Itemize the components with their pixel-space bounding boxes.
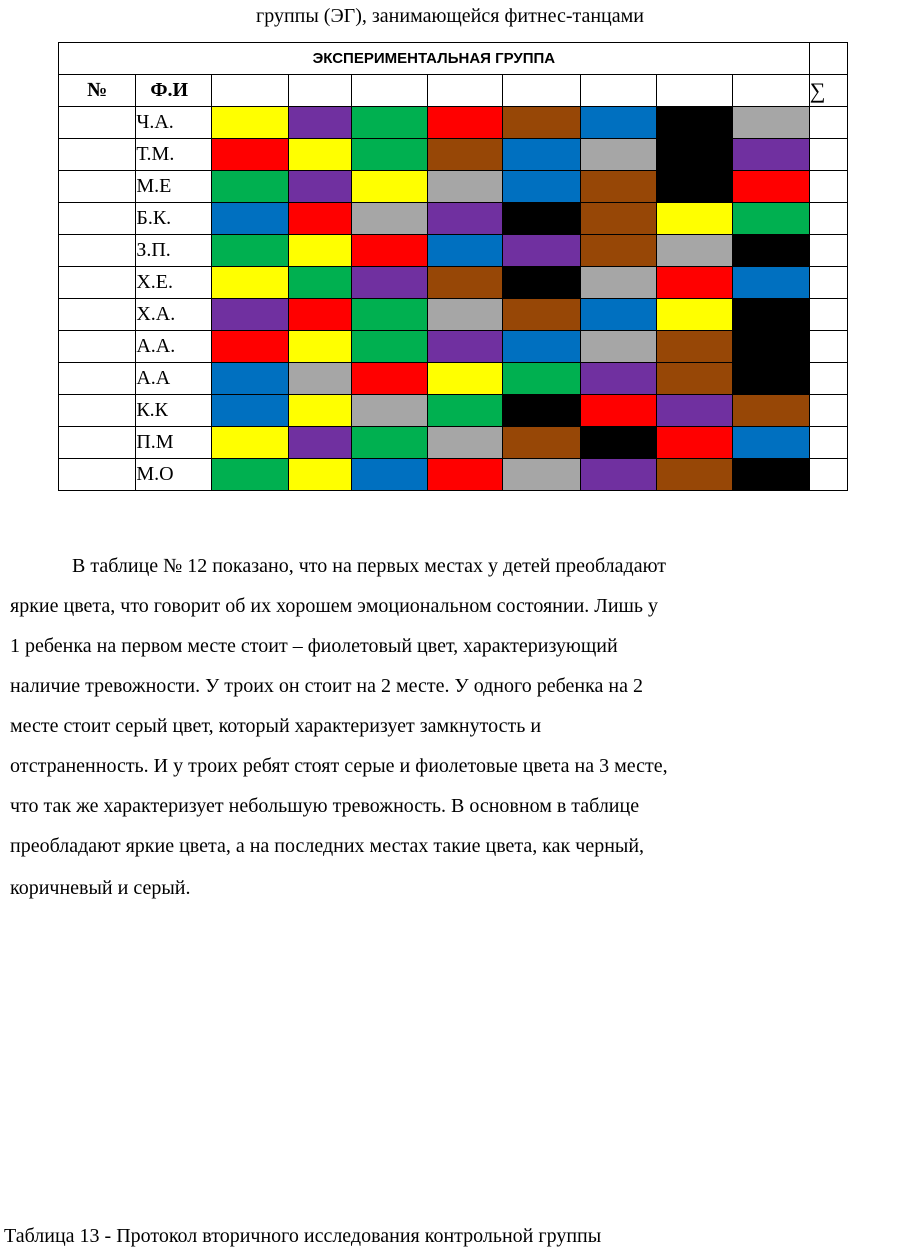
color-swatch-cell <box>733 395 809 427</box>
table-row <box>59 267 848 299</box>
sum-cell <box>809 363 847 395</box>
color-swatch-cell <box>733 427 809 459</box>
table-caption-bottom: Таблица 13 - Протокол вторичного исследования контрольной группы <box>4 1225 602 1247</box>
row-number-cell <box>59 107 136 139</box>
color-swatch-cell <box>428 203 503 235</box>
color-swatch-cell <box>288 139 351 171</box>
color-swatch-cell <box>288 331 351 363</box>
color-swatch-cell <box>288 107 351 139</box>
color-swatch-cell <box>733 267 809 299</box>
color-swatch-cell <box>580 299 656 331</box>
color-swatch-cell <box>733 363 809 395</box>
color-swatch-cell <box>580 203 656 235</box>
color-swatch-cell <box>657 107 733 139</box>
paragraph-line: яркие цвета, что говорит об их хорошем эмоциональном состоянии. Лишь у <box>10 595 659 617</box>
color-swatch-cell <box>351 139 427 171</box>
sum-cell <box>809 235 847 267</box>
table-row <box>59 427 848 459</box>
color-swatch-cell <box>428 107 503 139</box>
color-swatch-cell <box>733 203 809 235</box>
header-color-cell <box>657 75 733 107</box>
sum-cell <box>809 459 847 491</box>
color-swatch-cell <box>288 171 351 203</box>
color-swatch-cell <box>503 107 580 139</box>
color-swatch-cell <box>211 139 288 171</box>
color-swatch-cell <box>503 459 580 491</box>
color-swatch-cell <box>351 299 427 331</box>
color-swatch-cell <box>428 267 503 299</box>
header-color-cell <box>503 75 580 107</box>
color-swatch-cell <box>657 203 733 235</box>
color-swatch-cell <box>351 171 427 203</box>
header-color-cell <box>211 75 288 107</box>
color-swatch-cell <box>657 299 733 331</box>
color-swatch-cell <box>211 171 288 203</box>
color-swatch-cell <box>288 299 351 331</box>
group-title: ЭКСПЕРИМЕНТАЛЬНАЯ ГРУППА <box>59 43 810 75</box>
header-row <box>59 75 848 107</box>
sum-cell <box>809 267 847 299</box>
color-swatch-cell <box>657 267 733 299</box>
color-swatch-cell <box>503 235 580 267</box>
color-swatch-cell <box>657 427 733 459</box>
group-title-row <box>59 43 848 75</box>
color-swatch-cell <box>351 459 427 491</box>
table-row <box>59 363 848 395</box>
color-swatch-cell <box>657 363 733 395</box>
color-swatch-cell <box>428 235 503 267</box>
color-swatch-cell <box>428 331 503 363</box>
sum-cell <box>809 171 847 203</box>
sum-cell <box>809 203 847 235</box>
color-swatch-cell <box>428 139 503 171</box>
table-row <box>59 171 848 203</box>
header-color-cell <box>733 75 809 107</box>
row-number-cell <box>59 171 136 203</box>
color-swatch-cell <box>288 267 351 299</box>
color-swatch-cell <box>288 395 351 427</box>
row-number-cell <box>59 331 136 363</box>
paragraph-line: наличие тревожности. У троих он стоит на 2 месте. У одного ребенка на 2 <box>10 675 643 697</box>
paragraph-line: месте стоит серый цвет, который характеризует замкнутость и <box>10 715 542 737</box>
color-swatch-cell <box>428 395 503 427</box>
color-swatch-cell <box>733 139 809 171</box>
sum-cell <box>809 395 847 427</box>
row-number-cell <box>59 363 136 395</box>
child-initials: Х.Е. <box>136 267 211 299</box>
color-swatch-cell <box>351 235 427 267</box>
table-row <box>59 203 848 235</box>
color-swatch-cell <box>580 363 656 395</box>
header-color-cell <box>428 75 503 107</box>
color-swatch-cell <box>351 363 427 395</box>
color-swatch-cell <box>351 267 427 299</box>
color-swatch-cell <box>580 459 656 491</box>
row-number-cell <box>59 395 136 427</box>
color-swatch-cell <box>428 363 503 395</box>
row-number-cell <box>59 459 136 491</box>
color-swatch-cell <box>428 171 503 203</box>
row-number-cell <box>59 267 136 299</box>
color-swatch-cell <box>657 235 733 267</box>
color-swatch-cell <box>733 459 809 491</box>
child-initials: Х.А. <box>136 299 211 331</box>
color-swatch-cell <box>211 363 288 395</box>
color-swatch-cell <box>580 139 656 171</box>
color-swatch-cell <box>211 299 288 331</box>
color-test-table-wrapper <box>58 42 826 508</box>
color-swatch-cell <box>211 267 288 299</box>
color-swatch-cell <box>733 107 809 139</box>
child-initials: А.А. <box>136 331 211 363</box>
color-swatch-cell <box>503 363 580 395</box>
color-swatch-cell <box>580 171 656 203</box>
header-sum: ∑ <box>809 75 847 107</box>
color-swatch-cell <box>351 395 427 427</box>
color-swatch-cell <box>503 267 580 299</box>
color-swatch-cell <box>503 395 580 427</box>
color-swatch-cell <box>580 427 656 459</box>
sum-cell <box>809 299 847 331</box>
color-swatch-cell <box>351 203 427 235</box>
color-swatch-cell <box>580 235 656 267</box>
paragraph-line: В таблице № 12 показано, что на первых местах у детей преобладают <box>72 555 667 577</box>
row-number-cell <box>59 139 136 171</box>
table-caption-top: группы (ЭГ), занимающейся фитнес-танцами <box>256 5 644 27</box>
color-swatch-cell <box>288 459 351 491</box>
color-swatch-cell <box>657 139 733 171</box>
child-initials: П.М <box>136 427 211 459</box>
color-swatch-cell <box>503 427 580 459</box>
color-swatch-cell <box>580 107 656 139</box>
table-row <box>59 299 848 331</box>
color-swatch-cell <box>733 299 809 331</box>
color-swatch-cell <box>733 235 809 267</box>
color-swatch-cell <box>288 363 351 395</box>
header-number: № <box>59 75 136 107</box>
row-number-cell <box>59 203 136 235</box>
header-color-cell <box>288 75 351 107</box>
paragraph-line: 1 ребенка на первом месте стоит – фиолетовый цвет, характеризующий <box>10 635 618 657</box>
row-number-cell <box>59 427 136 459</box>
header-name: Ф.И <box>136 75 211 107</box>
color-swatch-cell <box>428 427 503 459</box>
color-swatch-cell <box>211 459 288 491</box>
color-swatch-cell <box>288 427 351 459</box>
paragraph-line: преобладают яркие цвета, а на последних местах такие цвета, как черный, <box>10 835 645 857</box>
table-row <box>59 459 848 491</box>
color-swatch-cell <box>657 331 733 363</box>
color-swatch-cell <box>211 395 288 427</box>
color-swatch-cell <box>211 203 288 235</box>
color-swatch-cell <box>211 235 288 267</box>
sum-cell <box>809 139 847 171</box>
sum-cell <box>809 107 847 139</box>
color-swatch-cell <box>351 107 427 139</box>
color-swatch-cell <box>503 203 580 235</box>
child-initials: З.П. <box>136 235 211 267</box>
sum-cell <box>809 427 847 459</box>
color-swatch-cell <box>733 331 809 363</box>
paragraph-line: коричневый и серый. <box>10 877 191 899</box>
color-swatch-cell <box>580 267 656 299</box>
color-swatch-cell <box>503 139 580 171</box>
paragraph-line: что так же характеризует небольшую тревожность. В основном в таблице <box>10 795 640 817</box>
child-initials: Ч.А. <box>136 107 211 139</box>
color-swatch-cell <box>580 395 656 427</box>
color-swatch-cell <box>657 459 733 491</box>
color-swatch-cell <box>211 331 288 363</box>
color-swatch-cell <box>211 427 288 459</box>
child-initials: М.О <box>136 459 211 491</box>
color-swatch-cell <box>733 171 809 203</box>
color-swatch-cell <box>503 171 580 203</box>
row-number-cell <box>59 299 136 331</box>
child-initials: Б.К. <box>136 203 211 235</box>
color-swatch-cell <box>211 107 288 139</box>
color-swatch-cell <box>657 171 733 203</box>
header-color-cell <box>351 75 427 107</box>
child-initials: К.К <box>136 395 211 427</box>
color-swatch-cell <box>288 235 351 267</box>
table-row <box>59 235 848 267</box>
color-swatch-cell <box>580 331 656 363</box>
color-swatch-cell <box>503 331 580 363</box>
color-swatch-cell <box>657 395 733 427</box>
color-test-table <box>58 42 848 491</box>
color-swatch-cell <box>428 459 503 491</box>
color-swatch-cell <box>428 299 503 331</box>
color-swatch-cell <box>503 299 580 331</box>
sum-column-cell <box>809 43 847 75</box>
table-row <box>59 107 848 139</box>
color-swatch-cell <box>351 331 427 363</box>
color-swatch-cell <box>288 203 351 235</box>
table-row <box>59 139 848 171</box>
sum-cell <box>809 331 847 363</box>
table-row <box>59 395 848 427</box>
color-swatch-cell <box>351 427 427 459</box>
paragraph-line: отстраненность. И у троих ребят стоят серые и фиолетовые цвета на 3 месте, <box>10 755 668 777</box>
table-body <box>59 43 848 491</box>
child-initials: Т.М. <box>136 139 211 171</box>
row-number-cell <box>59 235 136 267</box>
child-initials: А.А <box>136 363 211 395</box>
header-color-cell <box>580 75 656 107</box>
child-initials: М.Е <box>136 171 211 203</box>
table-row <box>59 331 848 363</box>
